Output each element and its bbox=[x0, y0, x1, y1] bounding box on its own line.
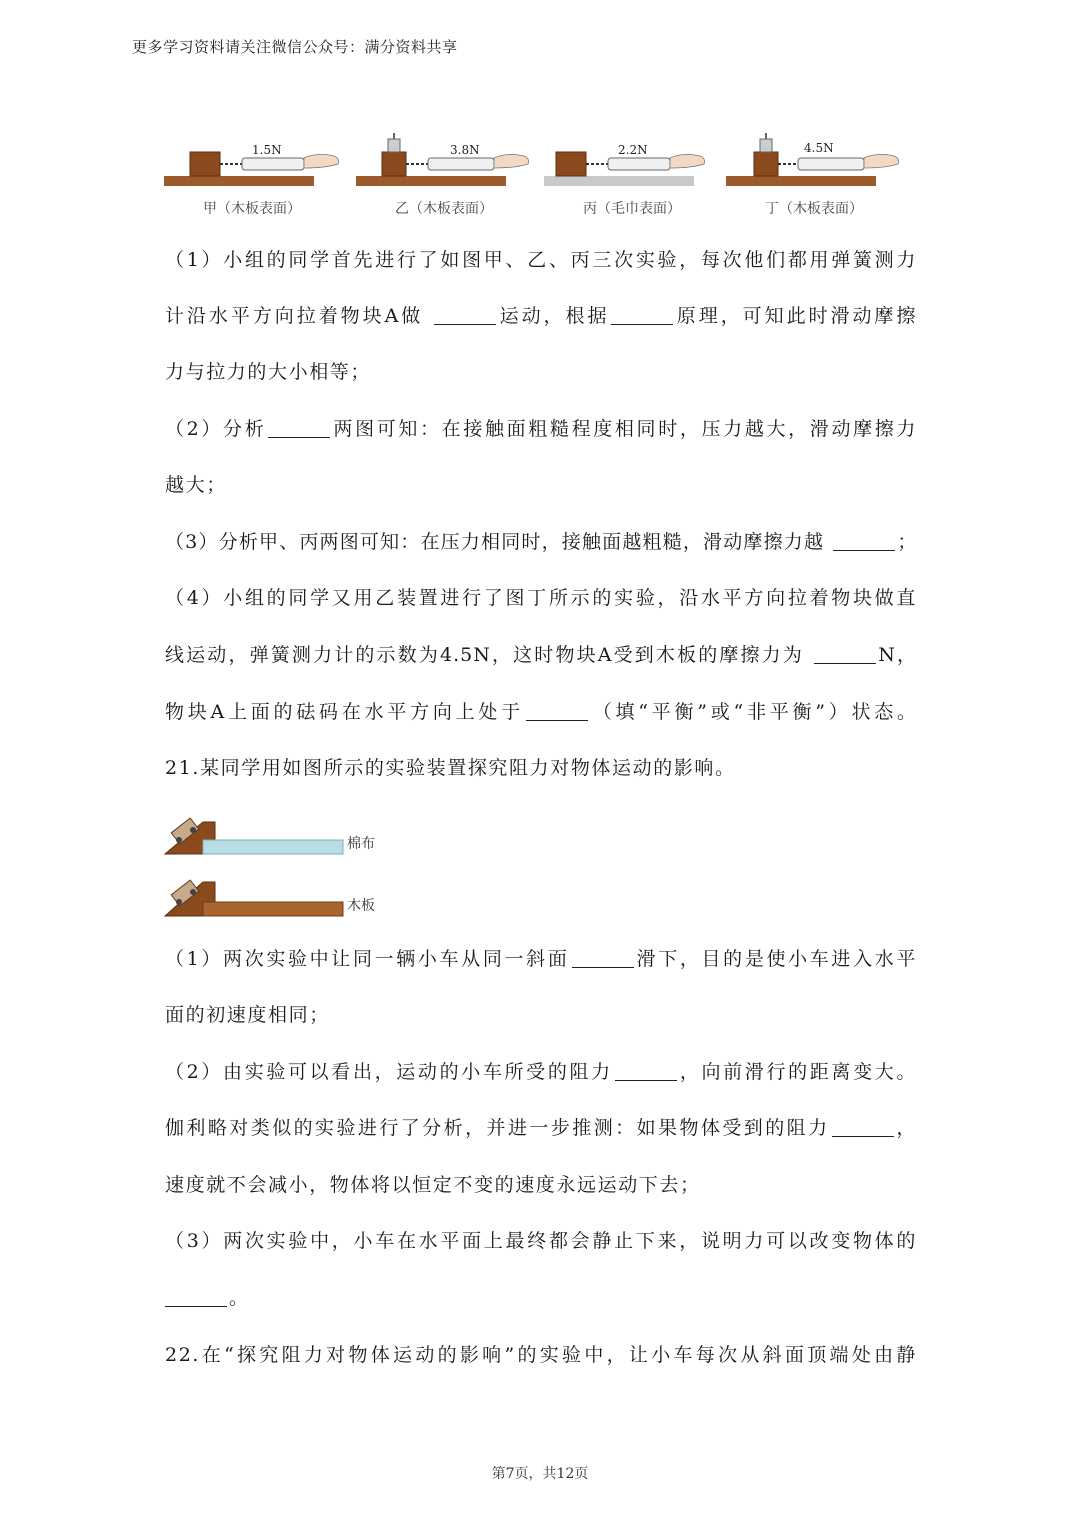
q20-p4-line2: 线运动，弹簧测力计的示数为4.5N，这时物块A受到木板的摩擦力为 N， bbox=[165, 644, 917, 666]
q20-p2-line1: （2）分析 两图可知：在接触面粗糙程度相同时，压力越大，滑动摩擦力 bbox=[165, 418, 917, 440]
scale-reading-jia: 1.5N bbox=[252, 143, 282, 157]
page-footer: 第7页，共12页 bbox=[491, 1466, 589, 1482]
q21-p1-line1: （1）两次实验中让同一辆小车从同一斜面 滑下，目的是使小车进入水平 bbox=[165, 948, 917, 970]
page-header: 更多学习资料请关注微信公众号：满分资料共享 bbox=[132, 38, 458, 56]
q20-p1-line3: 力与拉力的大小相等； bbox=[165, 361, 372, 383]
friction-figures bbox=[162, 128, 922, 223]
q20-p2-line2: 越大； bbox=[165, 474, 227, 496]
spring-scale-diagram-ding bbox=[724, 128, 904, 198]
label-wood: 木板 bbox=[347, 898, 375, 914]
answer-blank[interactable] bbox=[615, 1060, 677, 1081]
answer-blank[interactable] bbox=[832, 1116, 894, 1137]
figure-yi bbox=[354, 128, 534, 223]
figure-bing bbox=[542, 128, 722, 223]
figure-caption-jia: 甲（木板表面） bbox=[203, 201, 301, 217]
answer-blank[interactable] bbox=[526, 700, 588, 721]
answer-blank[interactable] bbox=[611, 304, 673, 325]
q21-p1-line2: 面的初速度相同； bbox=[165, 1004, 330, 1026]
spring-scale-diagram-yi bbox=[354, 128, 534, 198]
spring-scale-diagram-bing bbox=[542, 128, 722, 198]
q20-p4-line3: 物块A上面的砝码在水平方向上处于 （填“平衡”或“非平衡”）状态。 bbox=[165, 701, 917, 723]
ramp-figure bbox=[163, 810, 403, 920]
q20-p1-line2: 计沿水平方向拉着物块A做 运动，根据 原理，可知此时滑动摩擦 bbox=[165, 305, 917, 327]
figure-jia bbox=[162, 128, 342, 223]
q22-stem: 22.在“探究阻力对物体运动的影响”的实验中，让小车每次从斜面顶端处由静 bbox=[165, 1344, 917, 1366]
scale-reading-yi: 3.8N bbox=[450, 143, 480, 157]
answer-blank[interactable] bbox=[833, 530, 895, 551]
spring-scale-diagram-jia bbox=[162, 128, 342, 198]
q21-p3-line2: 。 bbox=[165, 1270, 917, 1326]
scale-reading-bing: 2.2N bbox=[618, 143, 648, 157]
q20-p3-line1: （3）分析甲、丙两图可知：在压力相同时，接触面越粗糙，滑动摩擦力越 ； bbox=[165, 531, 918, 553]
answer-blank[interactable] bbox=[268, 417, 330, 438]
answer-blank[interactable] bbox=[572, 947, 634, 968]
answer-blank[interactable] bbox=[814, 643, 876, 664]
scale-reading-ding: 4.5N bbox=[804, 141, 834, 155]
label-cotton: 棉布 bbox=[347, 836, 375, 852]
q21-p2-line2: 伽利略对类似的实验进行了分析，并进一步推测：如果物体受到的阻力 ， bbox=[165, 1117, 917, 1139]
q21-p2-line1: （2）由实验可以看出，运动的小车所受的阻力 ，向前滑行的距离变大。 bbox=[165, 1061, 917, 1083]
figure-caption-yi: 乙（木板表面） bbox=[395, 201, 493, 217]
figure-ding bbox=[724, 128, 904, 223]
q20-p4-line1: （4）小组的同学又用乙装置进行了图丁所示的实验，沿水平方向拉着物块做直 bbox=[165, 587, 917, 609]
q21-p3-line1: （3）两次实验中，小车在水平面上最终都会静止下来，说明力可以改变物体的 bbox=[165, 1230, 917, 1252]
figure-caption-bing: 丙（毛巾表面） bbox=[583, 201, 681, 217]
q20-p1-line1: （1）小组的同学首先进行了如图甲、乙、丙三次实验，每次他们都用弹簧测力 bbox=[165, 249, 917, 271]
figure-caption-ding: 丁（木板表面） bbox=[765, 201, 863, 217]
answer-blank[interactable] bbox=[434, 304, 496, 325]
q21-stem: 21.某同学用如图所示的实验装置探究阻力对物体运动的影响。 bbox=[165, 757, 736, 779]
answer-blank[interactable] bbox=[165, 1286, 227, 1307]
q21-p2-line3: 速度就不会减小，物体将以恒定不变的速度永远运动下去； bbox=[165, 1174, 701, 1196]
